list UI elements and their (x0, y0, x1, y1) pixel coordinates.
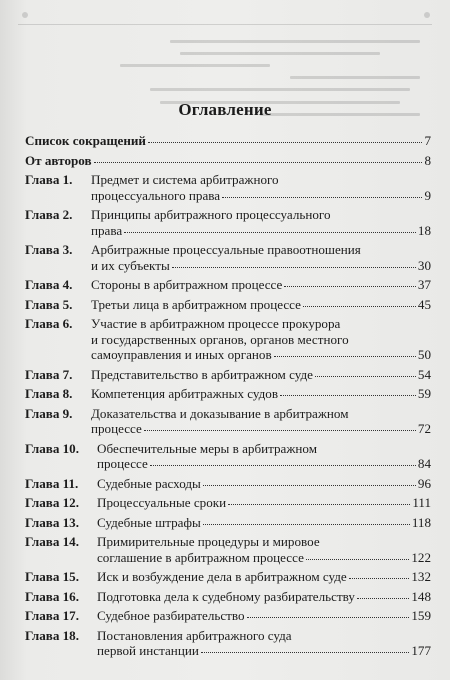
page-number: 72 (417, 421, 431, 436)
chapter-title-line: Арбитражные процессуальные правоотношения (91, 242, 361, 257)
chapter-number: Глава 3. (25, 242, 73, 257)
dot-leader (203, 523, 410, 525)
chapter-number: Глава 7. (25, 366, 73, 382)
chapter-number: Глава 12. (25, 495, 80, 510)
dot-leader (274, 355, 416, 357)
chapter-title-line: Примирительные процедуры и мировое (97, 534, 320, 549)
chapter-title-line: Судебные штрафы (97, 514, 201, 530)
toc-entry[interactable] (25, 172, 431, 203)
dot-leader (284, 285, 416, 287)
chapter-title-line: Подготовка дела к судебному разбирательству (97, 588, 355, 604)
page-number: 148 (411, 588, 431, 604)
dot-leader (148, 141, 423, 143)
chapter-title-line: права (91, 222, 123, 238)
toc-entry[interactable] (25, 628, 431, 659)
chapter-title-line: Принципы арбитражного процессуального (91, 207, 331, 222)
chapter-title-line: Участие в арбитражном процессе прокурора (91, 316, 341, 331)
chapter-title-line: От авторов (25, 152, 92, 168)
dot-leader (357, 597, 409, 599)
page-number: 111 (412, 495, 431, 510)
dot-leader (124, 231, 416, 233)
page-number: 18 (417, 222, 431, 238)
chapter-number: Глава 13. (25, 514, 80, 530)
toc-entry[interactable] (25, 297, 431, 313)
chapter-title-line: Список сокращений (25, 133, 146, 148)
chapter-title-line: Иск и возбуждение дела в арбитражном суде (97, 569, 347, 584)
page-number: 59 (417, 386, 431, 401)
chapter-title-line: Судебное разбирательство (97, 608, 245, 623)
chapter-title-line: Обеспечительные меры в арбитражном (97, 440, 317, 456)
chapter-title-line: процессе (97, 456, 148, 471)
chapter-number: Глава 2. (25, 207, 73, 222)
chapter-number: Глава 6. (25, 316, 73, 331)
page-number: 30 (417, 257, 431, 273)
toc-title: Оглавление (178, 100, 272, 119)
chapter-title-line: первой инстанции (97, 643, 199, 658)
toc-entry[interactable] (25, 367, 431, 383)
toc-entry[interactable] (25, 153, 431, 169)
page-number: 7 (424, 133, 431, 148)
chapter-title-line: соглашение в арбитражном процессе (97, 549, 304, 565)
dot-leader (315, 375, 416, 377)
chapter-title-line: и государственных органов, органов местного (91, 331, 349, 347)
chapter-number: Глава 10. (25, 440, 80, 456)
toc-entry[interactable] (25, 495, 431, 511)
toc-entry[interactable] (25, 608, 431, 624)
toc-entry[interactable] (25, 515, 431, 531)
chapter-title-line: Стороны в арбитражном процессе (91, 277, 283, 292)
page-number: 132 (411, 569, 431, 584)
chapter-title-line: самоуправления и иных органов (91, 347, 272, 362)
chapter-title-line: Предмет и система арбитражного (91, 172, 279, 187)
chapter-title-line: Судебные расходы (97, 475, 201, 491)
dot-leader (303, 305, 416, 307)
chapter-title-line: процессе (91, 421, 142, 436)
page-number: 45 (417, 296, 431, 312)
chapter-number: Глава 9. (25, 405, 73, 421)
chapter-number: Глава 11. (25, 475, 79, 491)
toc-entry[interactable] (25, 534, 431, 565)
chapter-number: Глава 5. (25, 296, 73, 312)
dot-leader (201, 651, 410, 653)
toc-entry[interactable] (25, 242, 431, 273)
toc-entry[interactable] (25, 277, 431, 293)
page-number: 37 (417, 277, 431, 292)
dot-leader (172, 266, 416, 268)
dot-leader (349, 577, 410, 579)
dot-leader (280, 394, 416, 396)
page-number: 54 (417, 366, 431, 382)
dot-leader (222, 196, 422, 198)
chapter-number: Глава 4. (25, 277, 73, 292)
dot-leader (144, 429, 416, 431)
toc-entry[interactable] (25, 441, 431, 472)
page-number: 122 (411, 549, 431, 565)
toc-entry[interactable] (25, 589, 431, 605)
toc-entry[interactable] (25, 316, 431, 363)
toc-entry[interactable] (25, 406, 431, 437)
chapter-number: Глава 14. (25, 534, 80, 549)
dot-leader (247, 616, 410, 618)
toc-entry[interactable] (25, 133, 431, 149)
chapter-number: Глава 1. (25, 172, 73, 187)
chapter-title-line: и их субъекты (91, 257, 170, 273)
page-number: 50 (417, 347, 431, 362)
chapter-title-line: Представительство в арбитражном суде (91, 366, 313, 382)
page-number: 8 (424, 152, 431, 168)
page-number: 177 (411, 643, 431, 658)
dot-leader (150, 464, 416, 466)
toc-entry[interactable] (25, 207, 431, 238)
page-number: 118 (411, 514, 431, 530)
toc-entry[interactable] (25, 569, 431, 585)
toc-entry[interactable] (25, 386, 431, 402)
dot-leader (94, 161, 423, 163)
toc-entry[interactable] (25, 476, 431, 492)
chapter-title-line: Компетенция арбитражных судов (91, 386, 279, 401)
chapter-number: Глава 16. (25, 588, 80, 604)
page-number: 96 (417, 475, 431, 491)
chapter-number: Глава 18. (25, 627, 80, 643)
table-of-contents (25, 133, 431, 663)
chapter-number: Глава 15. (25, 569, 80, 584)
page-number: 9 (424, 187, 431, 203)
page-number: 159 (411, 608, 431, 623)
chapter-number: Глава 8. (25, 386, 73, 401)
dot-leader (228, 503, 410, 505)
chapter-title-line: процессуального права (91, 187, 221, 203)
chapter-number: Глава 17. (25, 608, 80, 623)
chapter-title-line: Доказательства и доказывание в арбитражном (91, 405, 349, 421)
chapter-title-line: Постановления арбитражного суда (97, 627, 292, 643)
chapter-title-line: Третьи лица в арбитражном процессе (91, 296, 301, 312)
chapter-title-line: Процессуальные сроки (97, 495, 227, 510)
page-number: 84 (417, 456, 431, 471)
dot-leader (203, 484, 416, 486)
dot-leader (306, 558, 409, 560)
